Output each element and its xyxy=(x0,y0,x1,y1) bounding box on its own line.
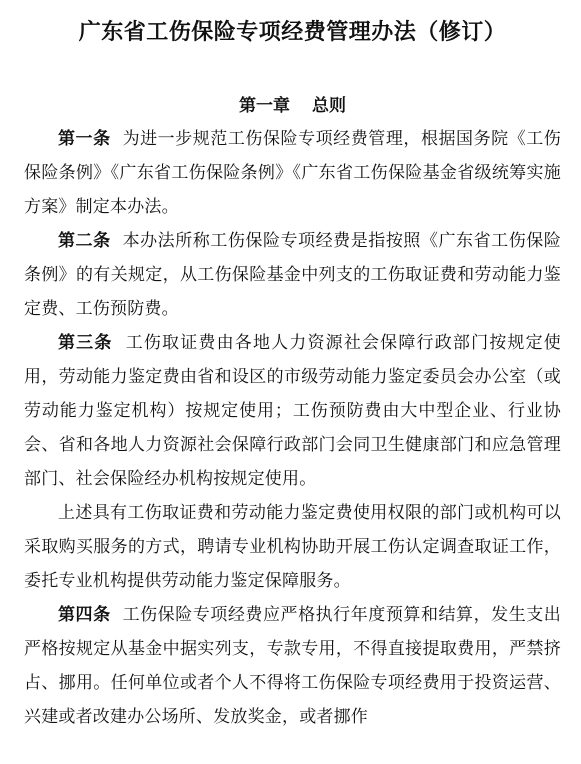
article-text: 本办法所称工伤保险专项经费是指按照《广东省工伤保险条例》的有关规定，从工伤保险基金中列支的工伤取证费和劳动能力鉴定费、工伤预防费。 xyxy=(24,231,561,319)
article-number: 第二条 xyxy=(58,231,111,251)
article-text: 为进一步规范工伤保险专项经费管理，根据国务院《工伤保险条例》《广东省工伤保险条例》《广东省工伤保险基金省级统筹实施方案》制定本办法。 xyxy=(24,129,561,217)
article-spacer xyxy=(113,333,126,353)
document-body xyxy=(24,122,561,734)
article-number: 第三条 xyxy=(58,333,113,353)
article-number: 第四条 xyxy=(58,605,111,625)
paragraph-article-1 xyxy=(24,122,561,224)
article-text: 工伤取证费由各地人力资源社会保障行政部门按规定使用，劳动能力鉴定费由省和设区的市级劳动能力鉴定委员会办公室（或劳动能力鉴定机构）按规定使用；工伤预防费由大中型企业、行业协会、省和各地人力资源社会保障行政部门会同卫生健康部门和应急管理部门、社会保险经办机构按规定使用。 xyxy=(24,333,561,489)
chapter-heading xyxy=(24,92,561,120)
paragraph-text: 上述具有工伤取证费和劳动能力鉴定费使用权限的部门或机构可以采取购买服务的方式，聘请专业机构协助开展工伤认定调查取证工作，委托专业机构提供劳动能力鉴定保障服务。 xyxy=(24,503,561,591)
article-spacer xyxy=(111,231,123,251)
article-spacer xyxy=(111,605,123,625)
article-text: 工伤保险专项经费应严格执行年度预算和结算，发生支出严格按规定从基金中据实列支，专款专用，不得直接提取费用，严禁挤占、挪用。任何单位或者个人不得将工伤保险专项经费用于投资运营、兴建或者改建办公场所、发放奖金，或者挪作 xyxy=(24,605,561,727)
paragraph-article-2 xyxy=(24,224,561,326)
document-title: 广东省工伤保险专项经费管理办法（修订） xyxy=(78,20,507,45)
paragraph-continuation xyxy=(24,496,561,598)
article-spacer xyxy=(111,129,123,149)
chapter-number: 第一章 xyxy=(239,96,290,116)
chapter-name: 总则 xyxy=(312,96,346,116)
paragraph-article-4 xyxy=(24,598,561,734)
article-number: 第一条 xyxy=(58,129,111,149)
paragraph-article-3 xyxy=(24,326,561,496)
